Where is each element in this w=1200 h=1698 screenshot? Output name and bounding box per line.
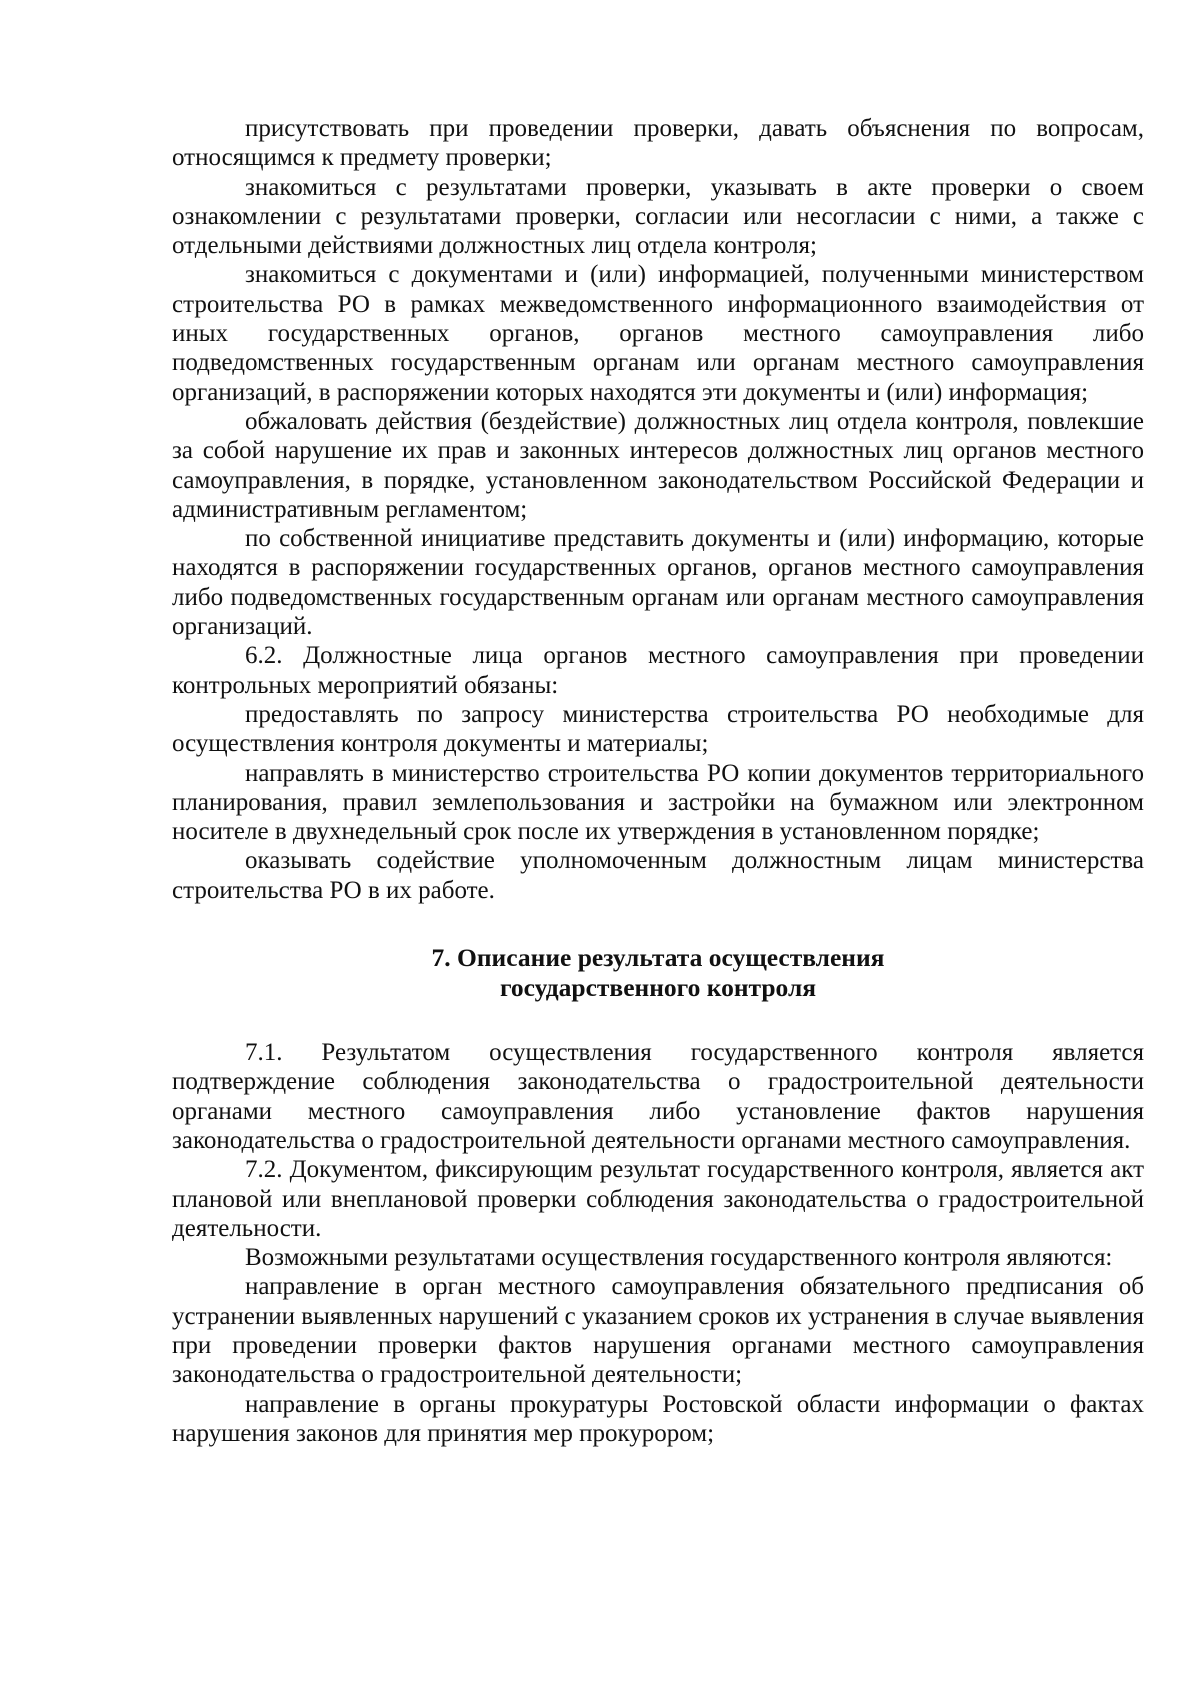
paragraph-duty-send-copies: направлять в министерство строительства РО копии документов территориального планирования, правил землепользования и застройки на бумажном или электронном носителе в двухнедельный срок после их утверждения в установленном порядке; [172,759,1144,846]
paragraph-duty-assist: оказывать содействие уполномоченным должностным лицам министерства строительства РО в их работе. [172,847,1144,904]
paragraph-possible-results: Возможными результатами осуществления государственного контроля являются: [245,1244,1113,1272]
paragraph-duty-provide-documents: предоставлять по запросу министерства строительства РО необходимые для осуществления контроля документы и материалы; [172,700,1144,758]
paragraph-right-submit-documents: по собственной инициативе представить документы и (или) информацию, которые находятся в распоряжении государственных органов, органов местного самоуправления либо подведомственных государственным органам или органам местного самоуправления организаций. [172,525,1144,641]
paragraph-section-7-1: 7.1. Результатом осуществления государственного контроля является подтверждение соблюдения законодательства о градостроительной деятельности органами местного самоуправления либо установление фактов нарушения законодательства о градостроительной деятельности органами местного самоуправления. [172,1039,1144,1154]
section-7-heading [172,943,1144,1003]
document-body [172,114,1144,1448]
paragraph-section-6-2: 6.2. Должностные лица органов местного самоуправления при проведении контрольных мероприятий обязаны: [172,642,1144,699]
paragraph-result-order: направление в орган местного самоуправления обязательного предписания об устранении выявленных нарушений с указанием сроков их устранения в случае выявления при проведении проверки фактов нарушения органами местного самоуправления законодательства о градостроительной деятельности; [172,1273,1144,1389]
paragraph-result-prosecutor: направление в органы прокуратуры Ростовской области информации о фактах нарушения законов для принятия мер прокурором; [172,1390,1144,1447]
paragraph-right-review-documents: знакомиться с документами и (или) информацией, полученными министерством строительства РО в рамках межведомственного информационного взаимодействия от иных государственных органов, органов местного самоуправления либо подведомственных государственным органам или органам местного самоуправления организаций, в распоряжении которых находятся эти документы и (или) информация; [172,261,1144,406]
paragraph-right-attend-inspection: присутствовать при проведении проверки, давать объяснения по вопросам, относящимся к предмету проверки; [172,115,1144,172]
paragraph-right-appeal: обжаловать действия (бездействие) должностных лиц отдела контроля, повлекшие за собой нарушение их прав и законных интересов должностных лиц органов местного самоуправления, в порядке, установленном законодательством Российской Федерации и административным регламентом; [172,407,1144,523]
section-7-heading-line-1: 7. Описание результата осуществления [431,943,885,973]
paragraph-right-review-results: знакомиться с результатами проверки, указывать в акте проверки о своем ознакомлении с результатами проверки, согласии или несогласии с ними, а также с отдельными действиями должностных лиц отдела контроля; [172,173,1144,260]
paragraph-section-7-2: 7.2. Документом, фиксирующим результат государственного контроля, является акт плановой или внеплановой проверки соблюдения законодательства о градостроительной деятельности. [172,1156,1144,1242]
section-7-heading-line-2: государственного контроля [499,973,817,1003]
